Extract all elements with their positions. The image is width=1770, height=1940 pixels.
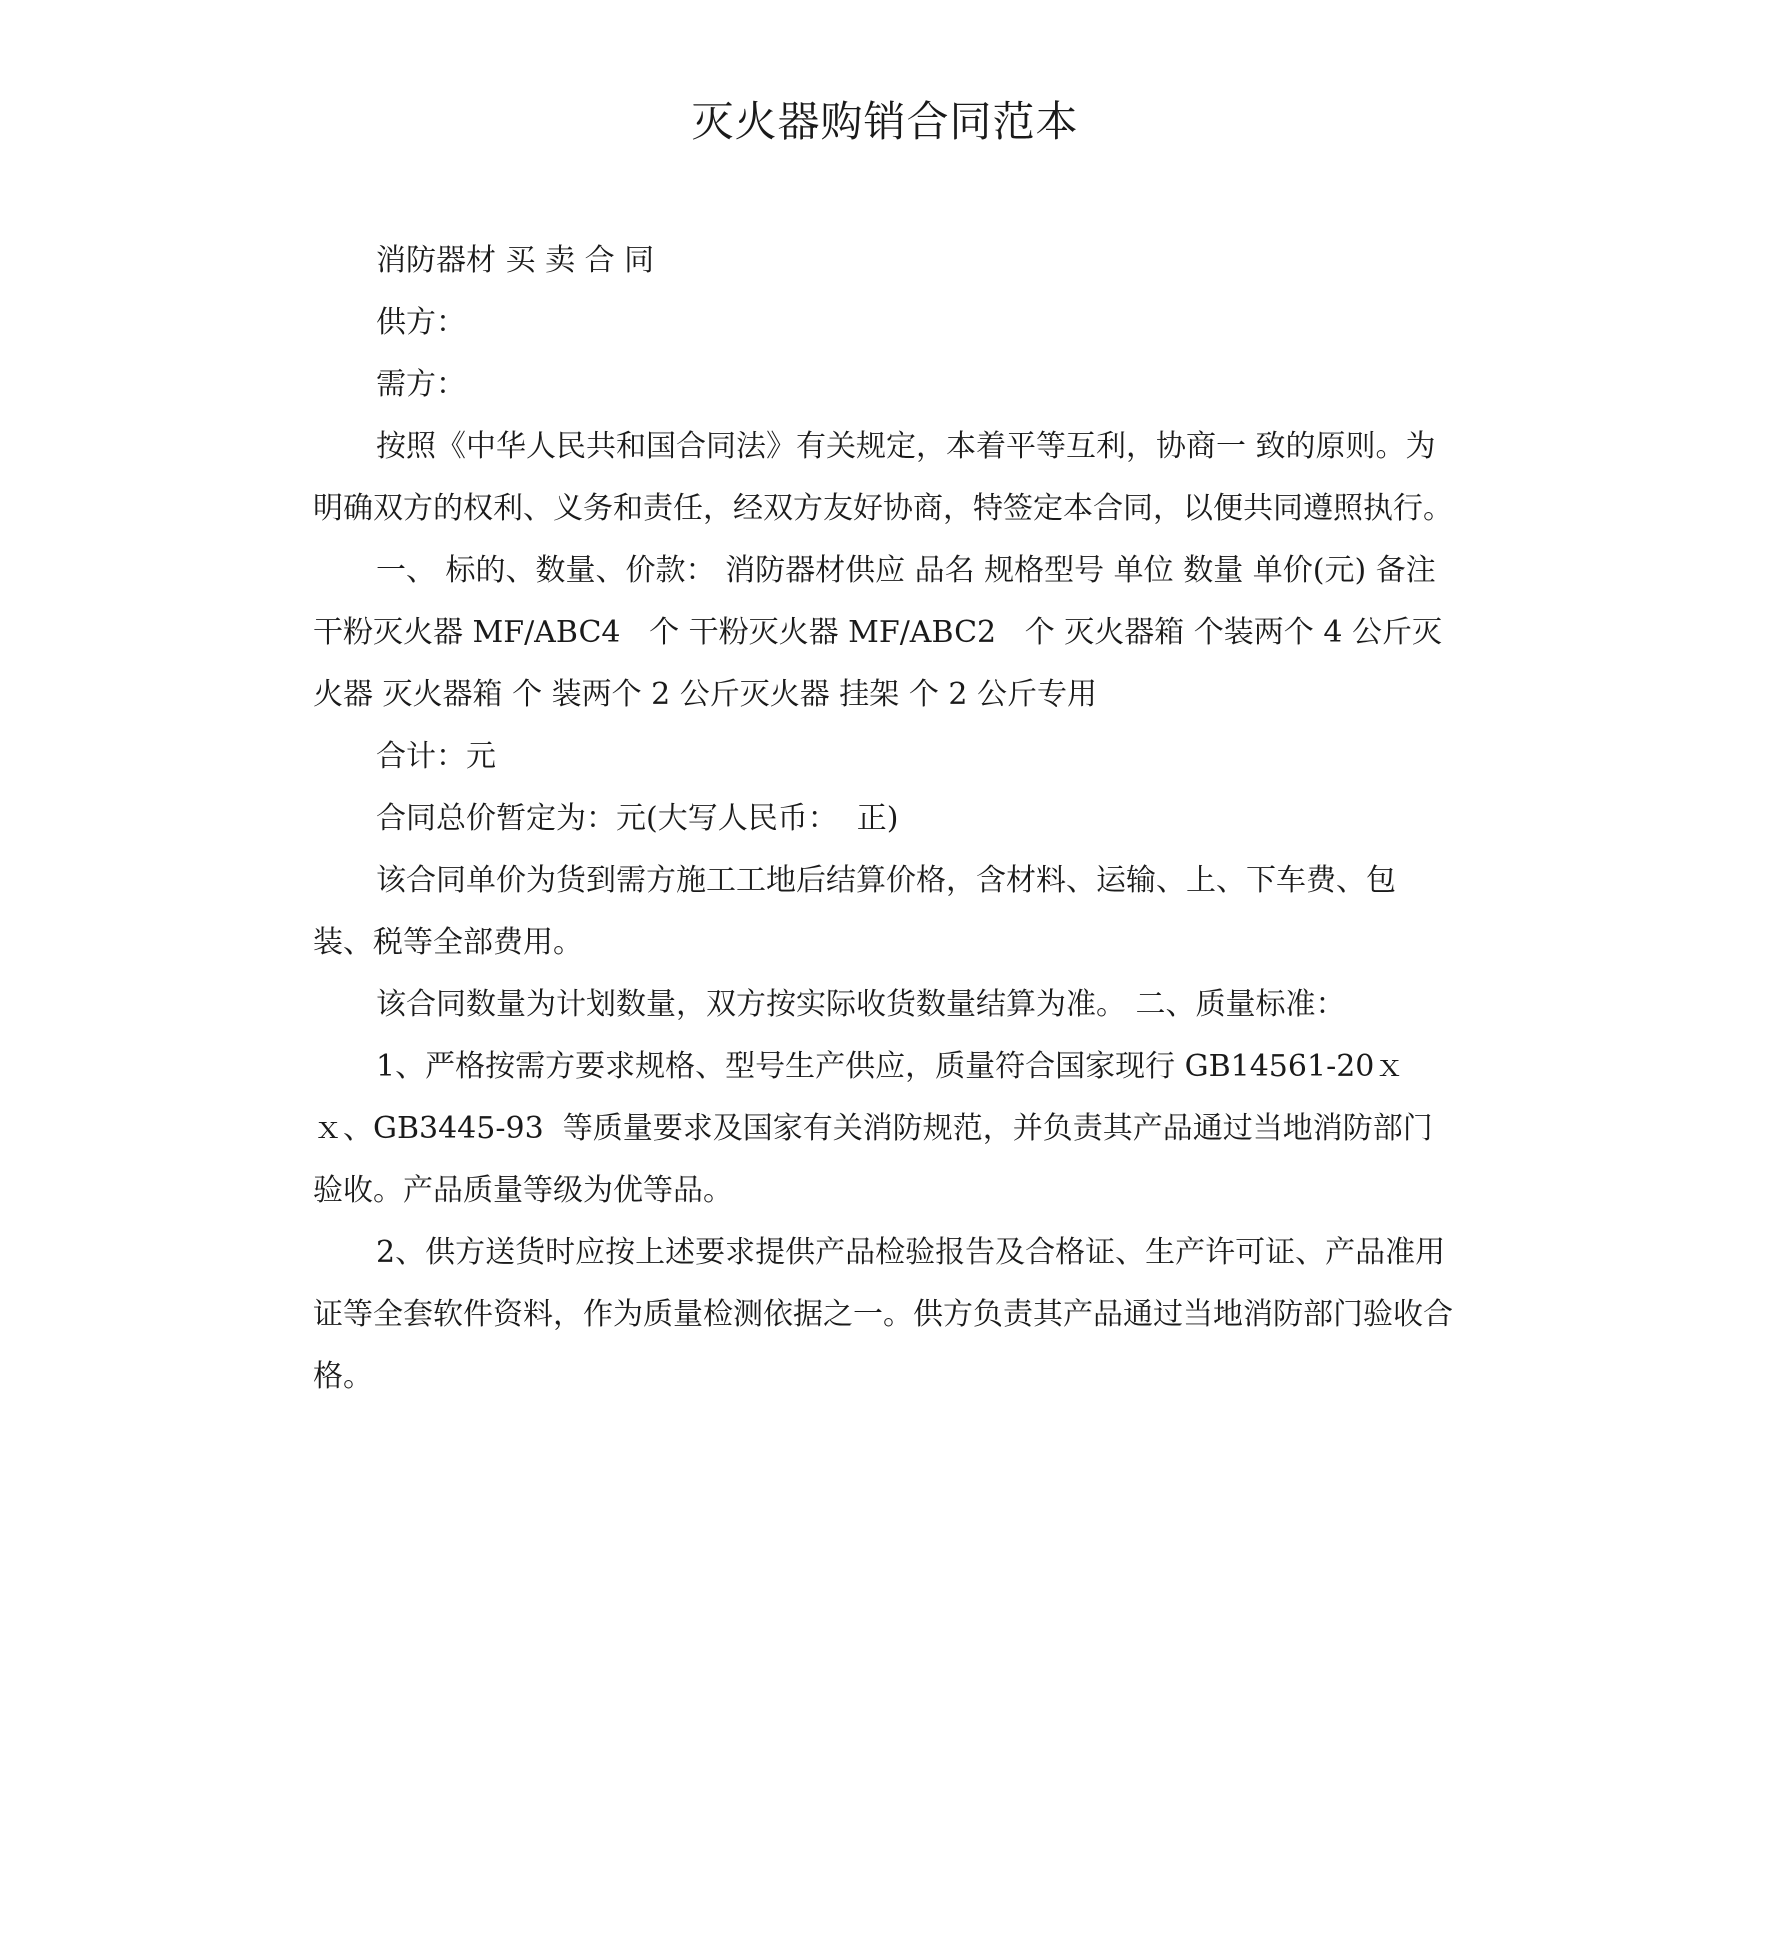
section-1-subject-quantity-price: 一、 标的、数量、价款： 消防器材供应 品名 规格型号 单位 数量 单价(元) 备注 干粉灭火器 MF/ABC4 个 干粉灭火器 MF/ABC2 个 灭火器箱 个装两个 4 公斤灭火器 灭火器箱 个 装两个 2 公斤灭火器 挂架 个 2 公斤专用 (313, 553, 1446, 712)
total-line: 合计：元 (376, 739, 496, 774)
contract-total-price-line: 合同总价暂定为：元(大写人民币： 正) (376, 801, 899, 836)
preamble-paragraph: 按照《中华人民共和国合同法》有关规定，本着平等互利，协商一 致的原则。为明确双方的权利、义务和责任，经双方友好协商，特签定本合同，以便共同遵照执行。 (313, 429, 1453, 526)
quality-standard-item-1: 1、严格按需方要求规格、型号生产供应，质量符合国家现行 GB14561-20ｘｘ、GB3445-93 等质量要求及国家有关消防规范，并负责其产品通过当地消防部门验收。产品质量等级为优等品。 (313, 1049, 1433, 1208)
contract-heading: 消防器材 买 卖 合 同 (376, 243, 655, 278)
buyer-line: 需方： (376, 367, 466, 402)
supplier-line: 供方： (376, 305, 466, 340)
document-body (313, 230, 1453, 1408)
document-title: 灭火器购销合同范本 (691, 97, 1079, 146)
quantity-terms-paragraph: 该合同数量为计划数量，双方按实际收货数量结算为准。 二、质量标准： (376, 987, 1346, 1022)
quality-standard-item-2: 2、供方送货时应按上述要求提供产品检验报告及合格证、生产许可证、产品准用证等全套软件资料，作为质量检测依据之一。供方负责其产品通过当地消防部门验收合格。 (313, 1235, 1453, 1394)
unit-price-terms-paragraph: 该合同单价为货到需方施工工地后结算价格，含材料、运输、上、下车费、包装、税等全部费用。 (313, 863, 1396, 960)
